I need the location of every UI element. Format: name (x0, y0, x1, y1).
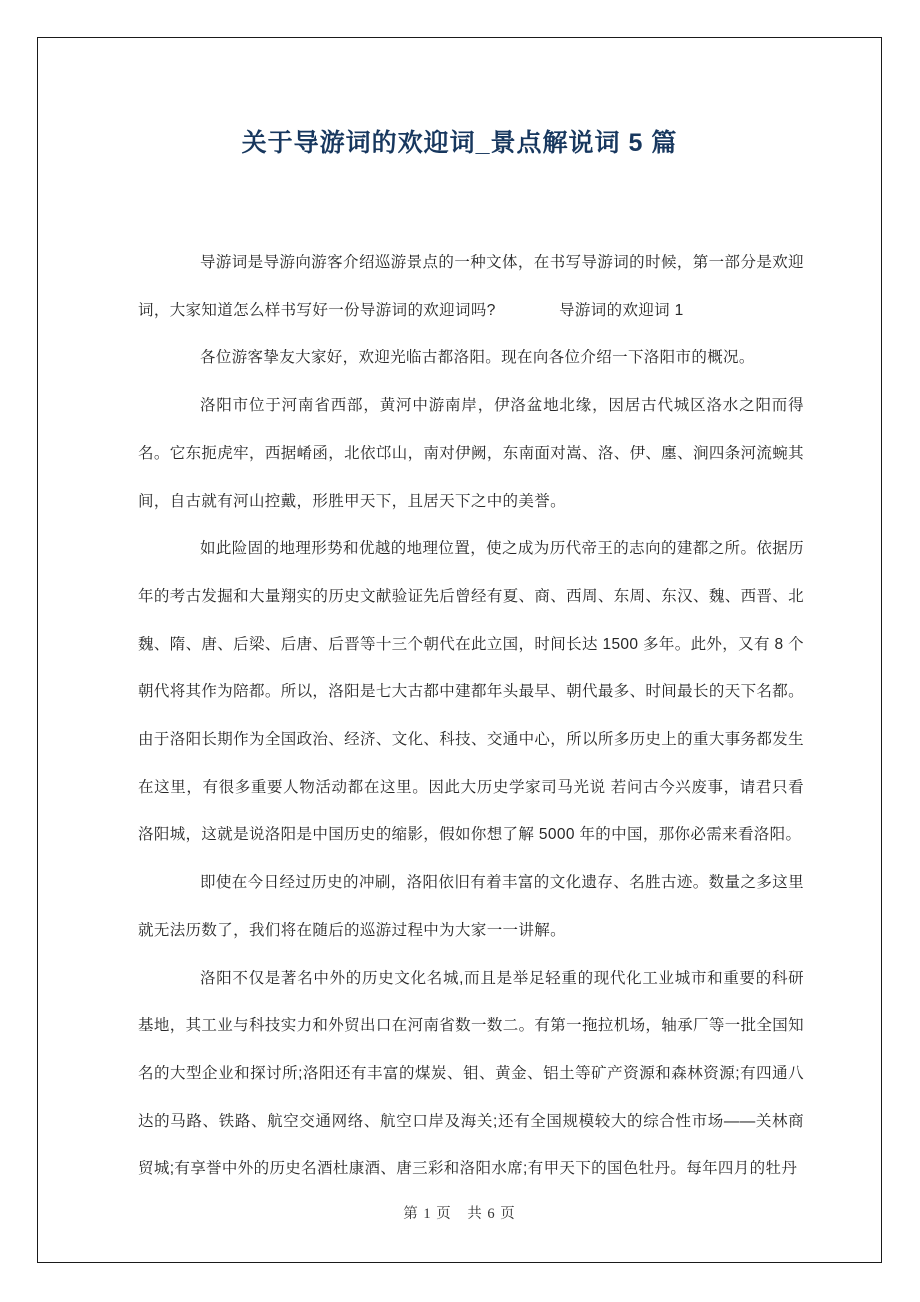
paragraph-heritage: 即使在今日经过历史的冲刷，洛阳依旧有着丰富的文化遗存、名胜古迹。数量之多这里就无法历数了，我们将在随后的巡游过程中为大家一一讲解。 (138, 874, 804, 939)
document-title: 关于导游词的欢迎词_景点解说词 5 篇 (241, 129, 678, 157)
paragraph-intro: 导游词是导游向游客介绍巡游景点的一种文体，在书写导游词的时候，第一部分是欢迎词，大家知道怎么样书写好一份导游词的欢迎词吗? 导游词的欢迎词 1 (138, 254, 804, 319)
document-body (38, 239, 881, 1193)
document-page (37, 37, 882, 1263)
page-number-footer: 第 1 页 共 6 页 (403, 1206, 516, 1222)
paragraph-history: 如此险固的地理形势和优越的地理位置，使之成为历代帝王的志向的建都之所。依据历年的考古发掘和大量翔实的历史文献验证先后曾经有夏、商、西周、东周、东汉、魏、西晋、北魏、隋、唐、后梁、后唐、后晋等十三个朝代在此立国，时间长达 1500 多年。此外，又有 8 个朝代将其作为陪都。所以，洛阳是七大古都中建都年头最早、朝代最多、时间最长的天下名都。由于洛阳长期作为全国政治、经济、文化、科技、交通中心，所以所多历史上的重大事务都发生在这里，有很多重要人物活动都在这里。因此大历史学家司马光说 若问古今兴废事，请君只看洛阳城，这就是说洛阳是中国历史的缩影，假如你想了解 5000 年的中国，那你必需来看洛阳。 (138, 540, 804, 844)
paragraph-industry: 洛阳不仅是著名中外的历史文化名城,而且是举足轻重的现代化工业城市和重要的科研基地，其工业与科技实力和外贸出口在河南省数一数二。有第一拖拉机场，轴承厂等一批全国知名的大型企业和探讨所;洛阳还有丰富的煤炭、钼、黄金、铝土等矿产资源和森林资源;有四通八达的马路、铁路、航空交通网络、航空口岸及海关;还有全国规模较大的综合性市场——关林商贸城;有享誉中外的历史名酒杜康酒、唐三彩和洛阳水席;有甲天下的国色牡丹。每年四月的牡丹 (138, 969, 804, 1178)
paragraph-greeting: 各位游客挚友大家好，欢迎光临古都洛阳。现在向各位介绍一下洛阳市的概况。 (200, 349, 755, 367)
paragraph-geography: 洛阳市位于河南省西部，黄河中游南岸，伊洛盆地北缘，因居古代城区洛水之阳而得名。它东扼虎牢，西据崤函，北依邙山，南对伊阙，东南面对嵩、洛、伊、廛、涧四条河流蜿其间，自古就有河山控戴，形胜甲天下，且居天下之中的美誉。 (138, 397, 804, 510)
